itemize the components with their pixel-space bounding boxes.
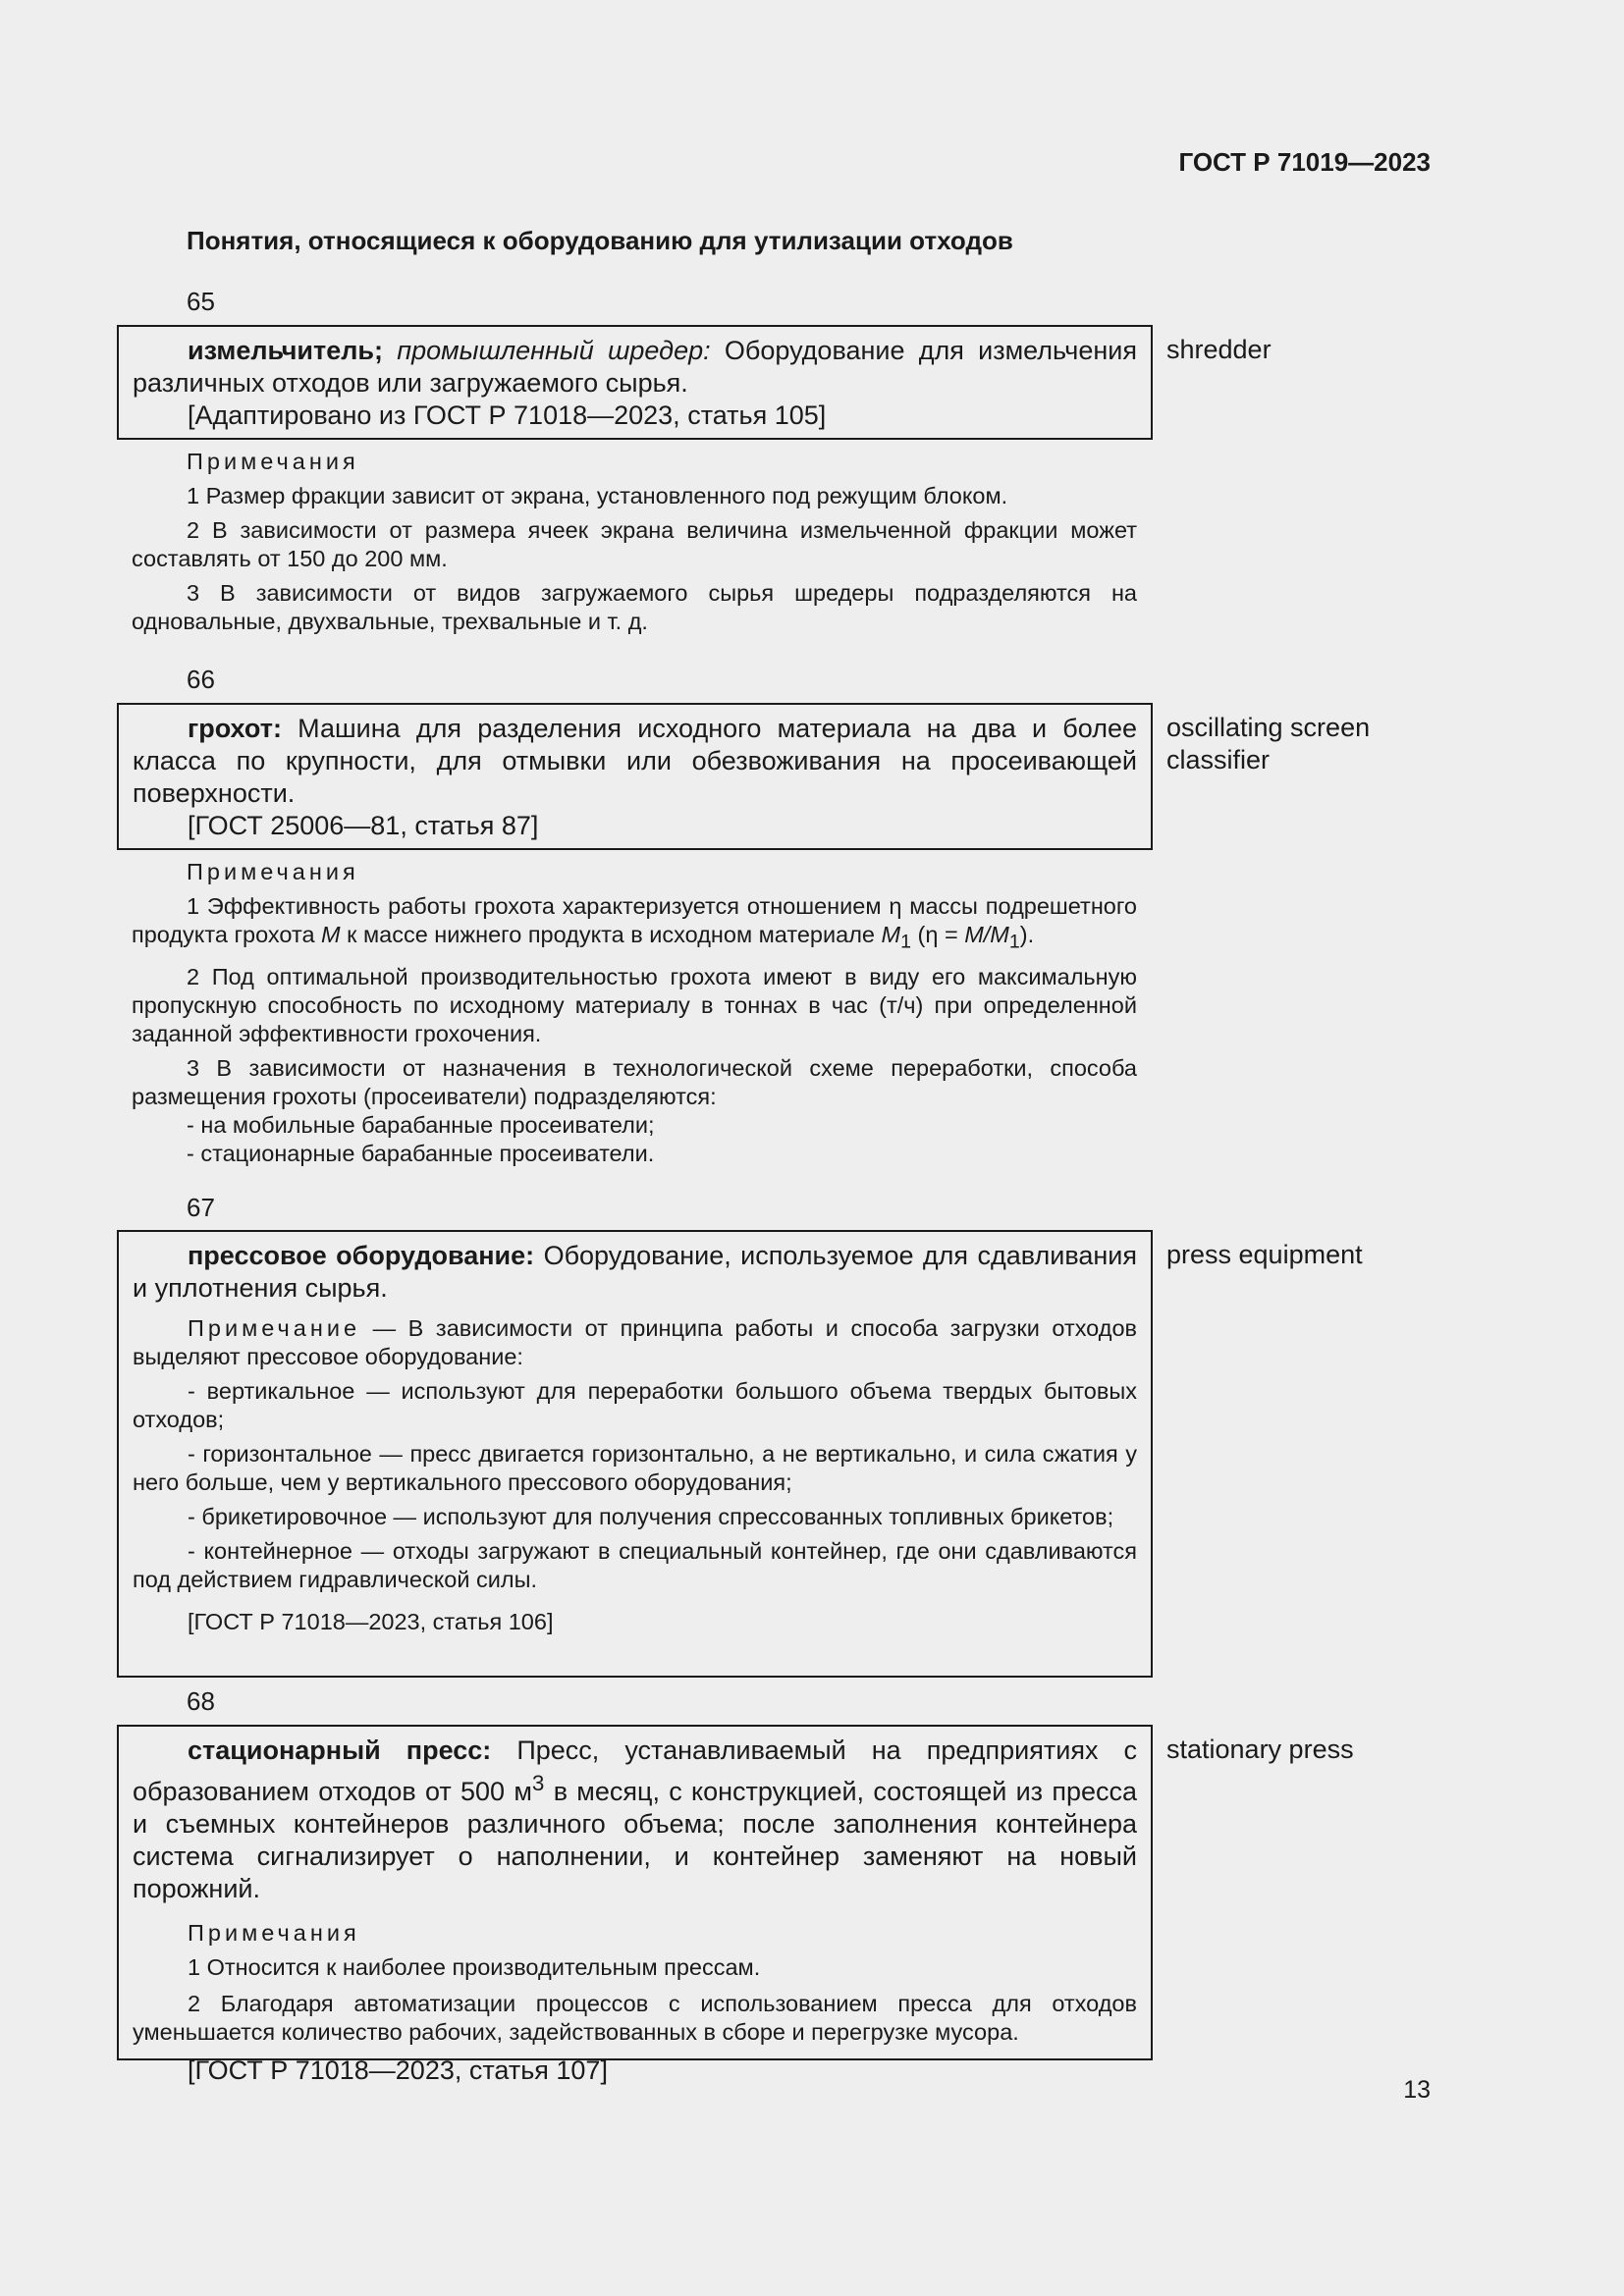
entry-number-68: 68 bbox=[187, 1686, 215, 1716]
page-number: 13 bbox=[1403, 2076, 1431, 2104]
term: прессовое оборудование: bbox=[188, 1241, 535, 1270]
note: 3 В зависимости от назначения в технологической схеме переработки, способа размещения грохоты (просеиватели) подразделяются: bbox=[132, 1054, 1137, 1109]
dash-item: - контейнерное — отходы загружают в специальный контейнер, где они сдавливаются под действием гидравлической силы. bbox=[133, 1538, 1137, 1592]
term: измельчитель; bbox=[188, 336, 383, 365]
entry-definition-66 bbox=[133, 713, 1137, 810]
definition: Оборудование для измельчения различных отходов или загружаемого сырья. bbox=[133, 336, 1137, 398]
note: 3 В зависимости от видов загружаемого сырья шредеры подразделяются на одновальные, двухвальные, трехвальные и т. д. bbox=[132, 580, 1137, 634]
note: 2 Благодаря автоматизации процессов с использованием пресса для отходов уменьшается количество рабочих, задействованных в сборе и перегрузке мусора. bbox=[133, 1991, 1137, 2045]
dash-item: - на мобильные барабанные просеиватели; bbox=[187, 1111, 655, 1138]
note: 1 Относится к наиболее производительным прессам. bbox=[188, 1954, 761, 1980]
entry-definition-67 bbox=[133, 1240, 1137, 1305]
note: 2 В зависимости от размера ячеек экрана величина измельченной фракции может составлять от 150 до 200 мм. bbox=[132, 517, 1137, 571]
note: 2 Под оптимальной производительностью грохота имеют в виду его максимальную пропускную способность по исходному материалу в тоннах в час (т/ч) при определенной заданной эффективности грохочения. bbox=[132, 963, 1137, 1046]
entry-definition-68: стационарный пресс: Пресс, устанавливаемый на предприятиях с образованием отходов от 500 $м^3$ в месяц, с конструкцией, состоящей из пресса и съемных контейнеров различного объема; после заполнения контейнера система сигнализирует о наполнении, и контейнер заменяют на новый порожний. bbox=[133, 1735, 1137, 1903]
notes-heading: Примечания bbox=[187, 859, 359, 884]
term: грохот: bbox=[188, 714, 282, 743]
note: 1 Эффективность работы грохота характеризуется отношением η массы подрешетного продукта грохота M к массе нижнего продукта в исходном материале $M_1$ $(\eta = M/M_1)$. bbox=[132, 893, 1137, 953]
entry-number-67: 67 bbox=[187, 1193, 215, 1222]
source-ref: [ГОСТ 25006—81, статья 87] bbox=[188, 811, 539, 840]
dash-item: - стационарные барабанные просеиватели. bbox=[187, 1140, 655, 1166]
notes-65 bbox=[132, 448, 1137, 636]
term: стационарный пресс: bbox=[188, 1735, 492, 1765]
standard-header: ГОСТ Р 71019—2023 bbox=[1178, 147, 1431, 177]
definition: Оборудование, используемое для сдавливания и уплотнения сырья. bbox=[133, 1241, 1137, 1303]
dash-item: - горизонтальное — пресс двигается горизонтально, а не вертикально, и сила сжатия у него больше, чем у вертикального прессового оборудования; bbox=[133, 1441, 1137, 1495]
dash-item: - брикетировочное — используют для получения спрессованных топливных брикетов; bbox=[188, 1504, 1114, 1529]
note: Примечание — В зависимости от принципа работы и способа загрузки отходов выделяют прессовое оборудование: bbox=[133, 1315, 1138, 1369]
entry-box-66 bbox=[117, 703, 1153, 850]
source-ref: [Адаптировано из ГОСТ Р 71018—2023, статья 105] bbox=[188, 400, 827, 430]
english-term-66: oscillating screen classifier bbox=[1166, 713, 1371, 774]
english-term-67: press equipment bbox=[1166, 1240, 1363, 1269]
entry-number-65: 65 bbox=[187, 287, 215, 316]
synonym: промышленный шредер: bbox=[397, 336, 711, 365]
entry-number-66: 66 bbox=[187, 665, 215, 694]
entry-box-65 bbox=[117, 325, 1153, 440]
definition: Машина для разделения исходного материала на два и более класса по крупности, для отмывки или обезвоживания на просеивающей поверхности. bbox=[133, 714, 1137, 808]
section-title: Понятия, относящиеся к оборудованию для утилизации отходов bbox=[187, 226, 1013, 255]
english-term-65: shredder bbox=[1166, 335, 1272, 364]
notes-heading: Примечания bbox=[187, 449, 359, 474]
notes-66 bbox=[132, 858, 1137, 1168]
source-ref: [ГОСТ Р 71018—2023, статья 107] bbox=[188, 2056, 608, 2085]
notes-heading: Примечания bbox=[188, 1920, 360, 1946]
source-ref: [ГОСТ Р 71018—2023, статья 106] bbox=[188, 1609, 554, 1634]
entry-box-68 bbox=[117, 1725, 1153, 2085]
note: 1 Размер фракции зависит от экрана, установленного под режущим блоком. bbox=[187, 483, 1008, 508]
entry-definition-65 bbox=[133, 335, 1137, 400]
entry-box-67 bbox=[117, 1230, 1153, 1678]
dash-item: - вертикальное — используют для переработки большого объема твердых бытовых отходов; bbox=[133, 1378, 1137, 1432]
notes-heading: Примечание bbox=[188, 1315, 361, 1341]
english-term-68: stationary press bbox=[1166, 1735, 1354, 1764]
